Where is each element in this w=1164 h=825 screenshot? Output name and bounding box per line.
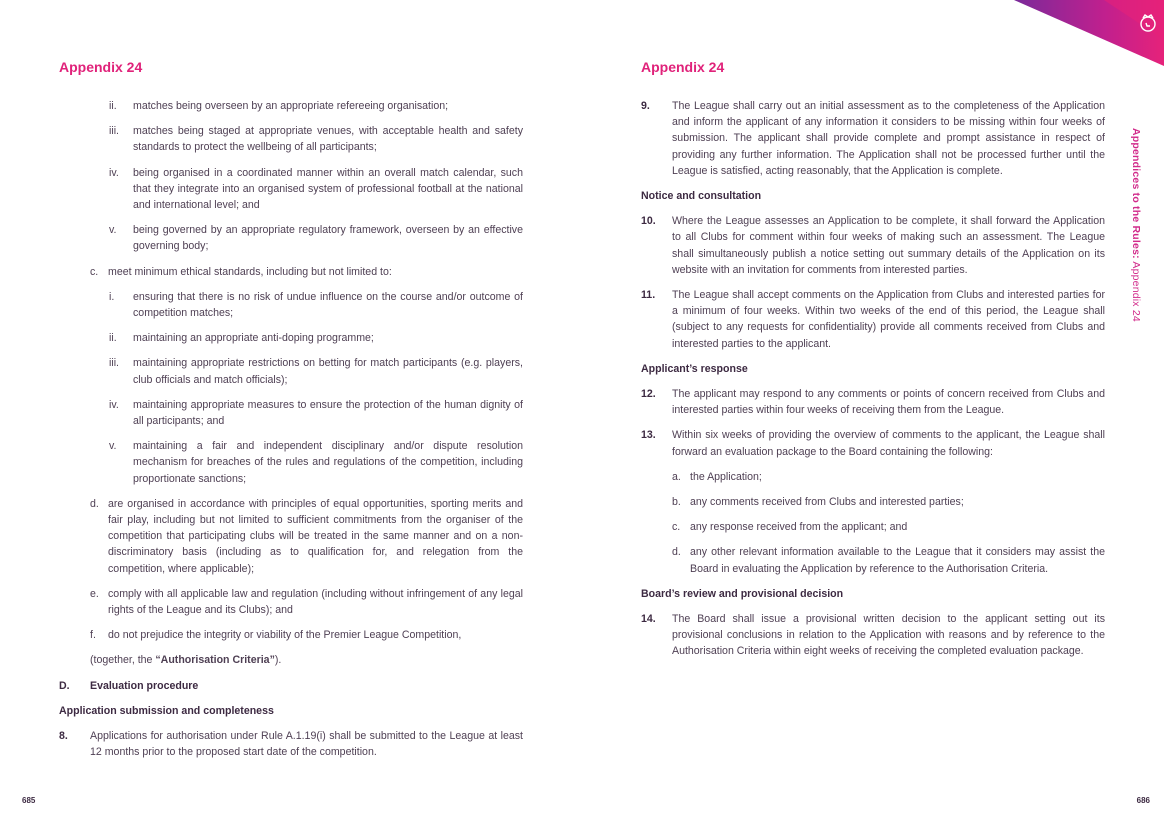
item-mark: iii. (109, 125, 120, 138)
roman-list-a (59, 98, 523, 255)
rule-14: 14. The Board shall issue a provisional written decision to the applicant setting out its provisional conclusions in relation to the Application with reasons and by reference to the Authorisation Criteria within eight weeks of receiving the completed evaluation package. (641, 613, 1105, 658)
item-mark: iv. (109, 166, 119, 179)
item-text: any comments received from Clubs and interested parties; (690, 496, 964, 509)
item-mark: d. (672, 546, 681, 559)
item-text: are organised in accordance with principles of equal opportunities, sporting merits and fair play, including but not limited to sufficient commitments from the organiser of the competition that participating clubs will be treated in the same manner and on a non-discriminatory basis (including as to qualification for, and relegation from the competition, where applicable); (108, 497, 523, 575)
item-mark: iii. (109, 357, 120, 370)
item-mark: ii. (109, 332, 117, 345)
page-number: 686 (1136, 796, 1150, 805)
item-text: ensuring that there is no risk of undue influence on the course and/or outcome of competition matches; (133, 290, 523, 320)
list-item (59, 222, 523, 254)
list-item (59, 438, 523, 487)
list-item (59, 586, 523, 618)
item-text: being governed by an appropriate regulatory framework, overseen by an effective governing body; (133, 224, 523, 253)
page-number: 685 (22, 796, 36, 805)
rule-13-items (641, 469, 1105, 577)
rule-11: 11. The League shall accept comments on the Application from Clubs and interested parties for a minimum of four weeks. Within two weeks of the end of this period, the League shall (subject to any requests for confidentiality) provide all comments received from Clubs and interested parties to the applicant. (641, 289, 1105, 350)
item-text: meet minimum ethical standards, including but not limited to: (108, 265, 392, 278)
authorisation-criteria-term: “Authorisation Criteria” (155, 654, 275, 667)
page-heading: Appendix 24 (641, 59, 725, 75)
list-item (59, 264, 523, 280)
item-mark: f. (90, 629, 96, 642)
item-mark: c. (90, 265, 99, 278)
right-content (641, 98, 1105, 669)
list-item (641, 494, 1105, 510)
rule-10: 10. Where the League assesses an Application to be complete, it shall forward the Application to all Clubs for comment within four weeks of making such an assessment. The League shall simultaneously publish a notice setting out summary details of the Application on its website with an invitation for comments from interested parties. (641, 215, 1105, 276)
item-mark: a. (672, 470, 681, 483)
item-text: maintaining an appropriate anti-doping programme; (133, 332, 374, 345)
item-text: matches being overseen by an appropriate refereeing organisation; (133, 100, 449, 112)
item-text: the Application; (690, 470, 762, 483)
item-mark: i. (109, 290, 115, 303)
item-mark: d. (90, 497, 99, 510)
page-heading: Appendix 24 (59, 59, 143, 75)
list-item (59, 289, 523, 321)
list-item (59, 98, 523, 114)
item-mark: v. (109, 224, 117, 237)
subheading-board: Board’s review and provisional decision (641, 587, 844, 600)
rule-13: 13. Within six weeks of providing the overview of comments to the applicant, the League shall forward an evaluation package to the Board containing the following: (641, 429, 1105, 458)
alpha-list-d (59, 496, 523, 644)
roman-list-c (59, 289, 523, 487)
item-text: matches being staged at appropriate venues, with acceptable health and safety standards to protect the wellbeing of all participants; (133, 125, 523, 154)
item-mark: ii. (109, 100, 117, 112)
list-item (641, 519, 1105, 535)
rule-9: 9. The League shall carry out an initial assessment as to the completeness of the Application and inform the applicant of any information it considers to be missing within four weeks of submission. The applicant shall provide complete and prompt assistance in respect of providing any further information. The Application shall not be processed further until the League is satisfied, acting reasonably, that the Application is complete. (641, 100, 1105, 177)
item-text: any other relevant information available to the League that it considers may assist the Board in evaluating the Application by reference to the Authorisation Criteria. (690, 546, 1105, 575)
section-heading: D. Evaluation procedure (59, 679, 199, 692)
corner-banner (1014, 0, 1164, 66)
rule-8: 8. Applications for authorisation under Rule A.1.19(i) shall be submitted to the League at least 12 months prior to the proposed start date of the competition. (59, 730, 523, 759)
item-mark: c. (672, 521, 681, 534)
list-item (641, 469, 1105, 485)
list-item (59, 627, 523, 643)
list-item (59, 123, 523, 155)
subheading-notice: Notice and consultation (641, 190, 762, 203)
rule-12: 12. The applicant may respond to any comments or points of concern received from Clubs and interested parties within four weeks of receiving them from the League. (641, 388, 1105, 417)
item-text: being organised in a coordinated manner within an overall match calendar, such that they integrate into an organised system of professional football at the national and international level; and (133, 166, 523, 212)
list-item (59, 496, 523, 577)
item-text: comply with all applicable law and regulation (including without infringement of any legal rights of the League and its Clubs); and (108, 587, 523, 617)
item-text: maintaining appropriate restrictions on betting for match participants (e.g. players, club officials and match officials); (133, 357, 523, 386)
subheading: Application submission and completeness (59, 704, 274, 717)
item-text: maintaining appropriate measures to ensure the protection of the human dignity of all participants; and (133, 398, 523, 428)
together-line: (together, the “Authorisation Criteria”). (90, 654, 282, 667)
item-mark: v. (109, 440, 117, 453)
list-item (59, 330, 523, 346)
side-tab-label: Appendices to the Rules: Appendix 24 (1130, 128, 1142, 322)
list-item (59, 397, 523, 429)
left-content (59, 98, 523, 770)
item-text: any response received from the applicant; and (690, 521, 908, 534)
list-item (59, 355, 523, 387)
right-page (582, 0, 1164, 825)
item-mark: b. (672, 496, 681, 509)
item-mark: iv. (109, 398, 119, 411)
item-text: maintaining a fair and independent disciplinary and/or dispute resolution mechanism for breaches of the rules and regulations of the competition, including proportionate sanctions; (133, 440, 523, 485)
list-item (641, 544, 1105, 576)
item-mark: e. (90, 587, 99, 600)
item-text: do not prejudice the integrity or viability of the Premier League Competition, (108, 629, 462, 642)
list-item (59, 165, 523, 214)
subheading-response: Applicant’s response (641, 362, 748, 375)
